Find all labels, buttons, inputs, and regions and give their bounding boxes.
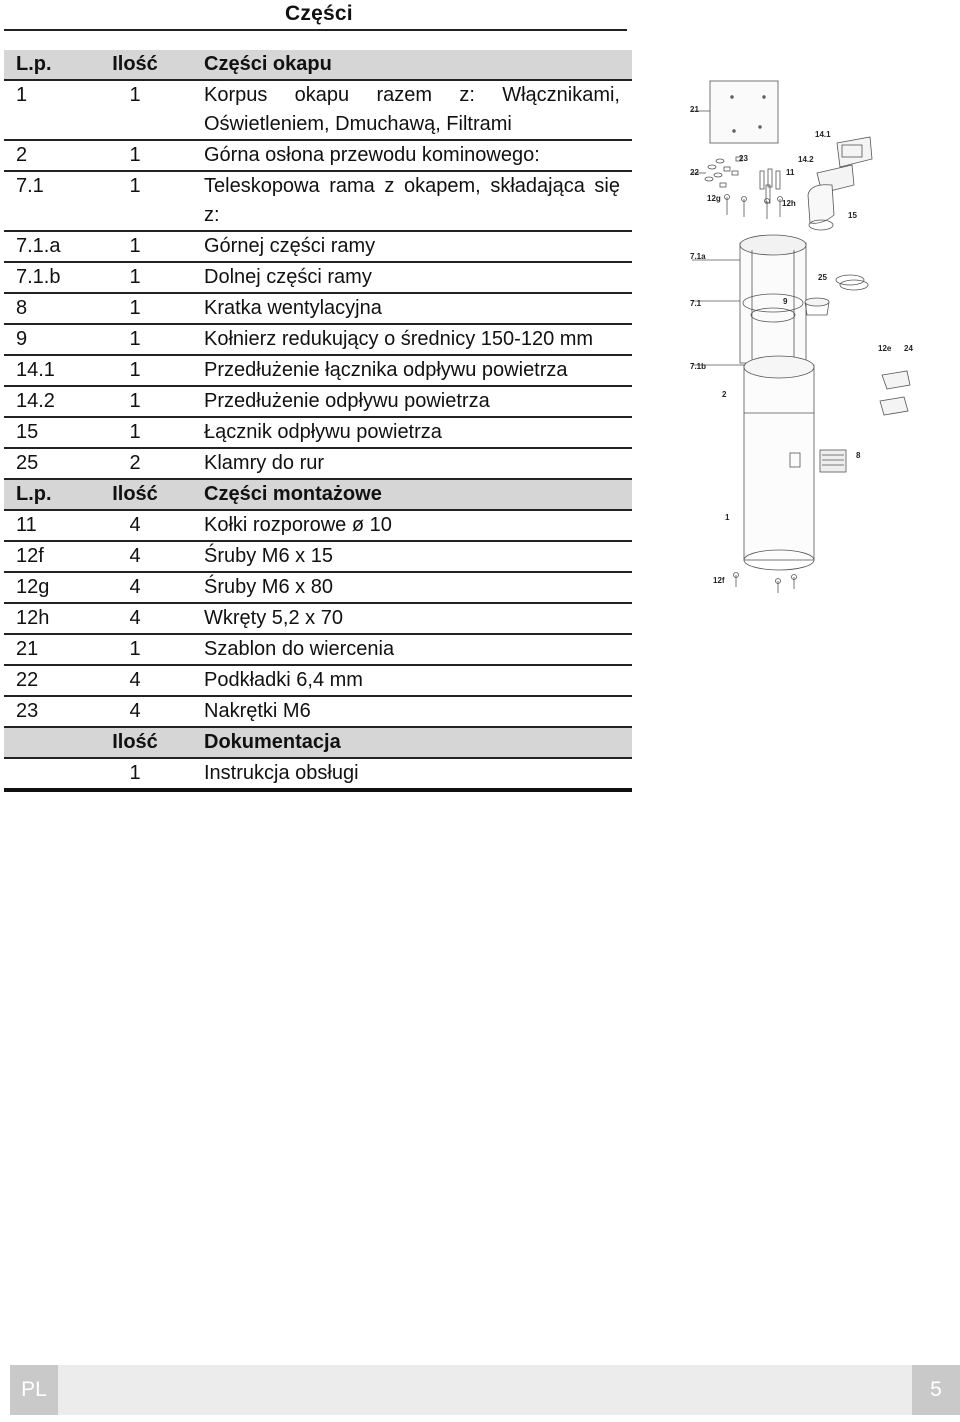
table-row	[4, 449, 632, 480]
row-name: Kratka wentylacyjna	[204, 297, 382, 319]
row-name: Śruby M6 x 80	[204, 576, 333, 598]
table-row	[4, 542, 632, 573]
section-header-documentation	[4, 728, 632, 759]
label-2: 2	[722, 390, 727, 399]
row-qty: 1	[129, 297, 141, 319]
page-title: Części	[285, 2, 353, 25]
language-badge: PL	[10, 1365, 58, 1415]
table-row	[4, 604, 632, 635]
row-qty: 4	[129, 514, 141, 536]
washers-shape	[705, 159, 724, 181]
row-name	[204, 172, 632, 201]
table-row	[4, 356, 632, 387]
row-name-cont	[204, 110, 632, 139]
row-qty: 1	[129, 235, 141, 257]
label-7-1b: 7.1b	[690, 362, 707, 371]
row-lp: 7.1.b	[16, 266, 61, 288]
row-lp: 14.2	[16, 390, 55, 412]
name-header: Dokumentacja	[204, 731, 341, 753]
row-name: Górnej części ramy	[204, 235, 376, 257]
row-lp: 11	[16, 514, 37, 536]
table-row	[4, 418, 632, 449]
qty-header: Ilość	[112, 483, 158, 505]
row-qty: 1	[129, 762, 141, 784]
row-name	[204, 81, 632, 110]
label-1: 1	[725, 513, 730, 522]
row-lp: 8	[16, 297, 28, 319]
label-12e: 12e	[878, 344, 892, 353]
table-row	[4, 573, 632, 604]
row-name: Kołnierz redukujący o średnicy 150-120 mm	[204, 328, 594, 350]
parts-table	[4, 50, 632, 792]
table-row	[4, 511, 632, 542]
row-name-line1: Korpus okapu razem z: Włącznikami,	[204, 84, 620, 106]
row-name-cont	[204, 201, 632, 230]
row-name-line2: z:	[204, 204, 220, 226]
row-lp: 12g	[16, 576, 50, 598]
label-15: 15	[848, 211, 857, 220]
qty-header: Ilość	[112, 53, 158, 75]
row-name: Przedłużenie odpływu powietrza	[204, 390, 490, 412]
row-lp: 15	[16, 421, 39, 443]
row-name: Łącznik odpływu powietrza	[204, 421, 442, 443]
row-qty: 1	[129, 144, 141, 166]
table-row	[4, 232, 632, 263]
label-7-1: 7.1	[690, 299, 702, 308]
row-qty: 2	[129, 452, 141, 474]
row-qty: 1	[129, 266, 141, 288]
label-9: 9	[783, 297, 788, 306]
table-row	[4, 263, 632, 294]
name-header: Części okapu	[204, 53, 332, 75]
page-number: 5	[912, 1365, 960, 1415]
table-row	[4, 172, 632, 232]
table-row	[4, 141, 632, 172]
row-name: Instrukcja obsługi	[204, 762, 359, 784]
row-qty: 1	[129, 84, 141, 106]
row-qty: 1	[129, 390, 141, 412]
table-row	[4, 635, 632, 666]
table-row	[4, 697, 632, 728]
lp-header: L.p.	[16, 53, 52, 75]
row-name: Szablon do wiercenia	[204, 638, 395, 660]
table-row	[4, 294, 632, 325]
row-lp: 12h	[16, 607, 50, 629]
row-lp: 22	[16, 669, 39, 691]
wall-plugs-shape	[760, 169, 780, 203]
row-qty: 4	[129, 700, 141, 722]
section-header-mounting-parts	[4, 480, 632, 511]
row-name: Wkręty 5,2 x 70	[204, 607, 343, 629]
row-name-line2: Oświetleniem, Dmuchawą, Filtrami	[204, 113, 512, 135]
row-qty: 4	[129, 576, 141, 598]
label-25: 25	[818, 273, 827, 282]
row-lp: 9	[16, 328, 28, 350]
row-lp: 7.1	[16, 175, 44, 197]
row-name: Podkładki 6,4 mm	[204, 669, 363, 691]
row-lp: 7.1.a	[16, 235, 61, 257]
row-lp: 12f	[16, 545, 44, 567]
table-row	[4, 81, 632, 141]
name-header: Części montażowe	[204, 483, 382, 505]
footer-bar	[10, 1365, 950, 1415]
label-14-2: 14.2	[798, 155, 814, 164]
drilling-template-shape	[710, 81, 778, 143]
row-lp: 2	[16, 144, 28, 166]
row-qty: 4	[129, 607, 141, 629]
label-24: 24	[904, 344, 913, 353]
table-row	[4, 666, 632, 697]
table-row	[4, 759, 632, 792]
row-qty: 4	[129, 669, 141, 691]
row-name: Śruby M6 x 15	[204, 545, 333, 567]
row-lp: 23	[16, 700, 39, 722]
title-divider	[4, 29, 627, 31]
row-qty: 1	[129, 359, 141, 381]
exploded-parts-diagram	[682, 75, 922, 615]
section-header-hood-parts	[4, 50, 632, 81]
row-qty: 1	[129, 638, 141, 660]
label-21: 21	[690, 105, 699, 114]
label-11: 11	[786, 168, 795, 177]
table-row	[4, 325, 632, 356]
label-8: 8	[856, 451, 861, 460]
row-lp: 21	[16, 638, 39, 660]
row-qty: 1	[129, 421, 141, 443]
screws-12f-shape	[734, 573, 797, 594]
row-name: Przedłużenie łącznika odpływu powietrza	[204, 359, 568, 381]
screws-12g-shape	[725, 195, 783, 220]
label-12h: 12h	[782, 199, 796, 208]
label-12g: 12g	[707, 194, 721, 203]
qty-header: Ilość	[112, 731, 158, 753]
label-12f: 12f	[713, 576, 725, 585]
lp-header: L.p.	[16, 483, 52, 505]
row-name: Dolnej części ramy	[204, 266, 372, 288]
label-23: 23	[739, 154, 748, 163]
row-name: Klamry do rur	[204, 452, 325, 474]
row-qty: 4	[129, 545, 141, 567]
table-row	[4, 387, 632, 418]
row-qty: 1	[129, 328, 141, 350]
label-22: 22	[690, 168, 699, 177]
row-name: Kołki rozporowe ø 10	[204, 514, 392, 536]
row-lp: 14.1	[16, 359, 55, 381]
label-14-1: 14.1	[815, 130, 831, 139]
row-lp: 25	[16, 452, 39, 474]
row-name: Górna osłona przewodu kominowego:	[204, 144, 540, 166]
row-qty: 1	[129, 175, 141, 197]
label-7-1a: 7.1a	[690, 252, 706, 261]
row-name: Nakrętki M6	[204, 700, 311, 722]
vent-grille-shape	[820, 450, 846, 472]
row-name-line1: Teleskopowa rama z okapem, składająca się	[204, 175, 620, 197]
row-lp: 1	[16, 84, 28, 106]
